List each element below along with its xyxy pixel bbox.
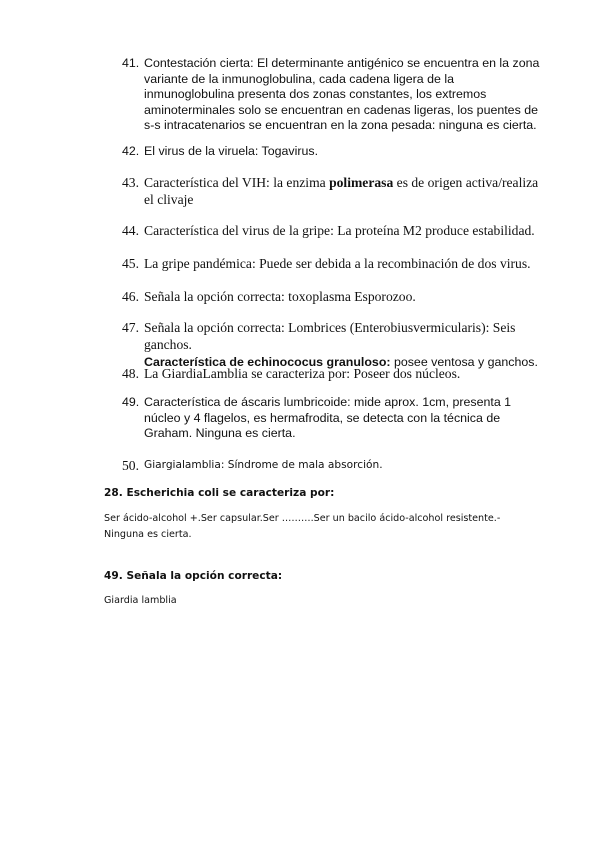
bold-term: Característica de echinococus granuloso: (144, 354, 391, 369)
item-number: 44. (122, 223, 139, 238)
list-item-42 (122, 144, 542, 160)
item-number: 45. (122, 256, 139, 271)
item-text: Característica del virus de la gripe: La proteína M2 produce estabilidad. (144, 223, 535, 238)
question-28-title: 28. Escherichia coli se caracteriza por: (104, 487, 335, 499)
list-item-44 (122, 222, 542, 239)
item-text: Característica de áscaris lumbricoide: mide aprox. 1cm, presenta 1 núcleo y 4 flagelos, es hermafrodita, se detecta con la técnica de Graham. Ninguna es cierta. (144, 395, 512, 441)
list-item-47 (122, 319, 552, 371)
item-number: 50. (122, 458, 139, 473)
list-item-49 (122, 395, 542, 442)
list-item-43 (122, 174, 542, 209)
item-number: 41. (122, 56, 140, 70)
item-number: 42. (122, 144, 140, 158)
question-28-answer: Ser ácido-alcohol +.Ser capsular.Ser ……….Ser un bacilo ácido-alcohol resistente.-Ninguna es cierta. (104, 513, 501, 540)
item-text: Señala la opción correcta: Lombrices (Enterobiusvermicularis): Seis ganchos. Característica de echinococus granuloso: posee ventosa y ganchos. (122, 319, 552, 371)
question-49-title: 49. Señala la opción correcta: (104, 570, 283, 582)
item-text: Característica del VIH: la enzima polimerasa es de origen activa/realiza el clivaje (144, 175, 539, 208)
item-text: La GiardiaLamblia se caracteriza por: Poseer dos núcleos. (144, 366, 461, 381)
item-text: Señala la opción correcta: toxoplasma Esporozoo. (144, 289, 416, 304)
item-text: Giargialamblia: Síndrome de mala absorción. (144, 459, 383, 471)
list-item-46 (122, 288, 542, 305)
list-item-48 (122, 365, 542, 382)
item-number: 47. (122, 320, 139, 335)
item-number: 46. (122, 289, 139, 304)
list-item-50 (122, 457, 542, 474)
item-text: La gripe pandémica: Puede ser debida a la recombinación de dos virus. (144, 256, 531, 271)
item-subline: Característica de echinococus granuloso: posee ventosa y ganchos. (144, 354, 538, 369)
item-text: Contestación cierta: El determinante antigénico se encuentra en la zona variante de la inmunoglobulina, cada cadena ligera de la inmunoglobulina presenta dos zonas constantes, los extremos aminoterminales solo se encuentran en cadenas ligeras, los puentes de s-s intracatenarios se encuentran en la zona pesada: ninguna es cierta. (144, 56, 540, 133)
item-text: El virus de la viruela: Togavirus. (144, 144, 319, 158)
bold-term: polimerasa (329, 175, 394, 190)
item-number: 43. (122, 175, 139, 190)
item-number: 49. (122, 395, 140, 409)
question-49-answer: Giardia lamblia (104, 595, 177, 606)
list-item-41 (122, 56, 542, 134)
item-number: 48. (122, 366, 139, 381)
list-item-45 (122, 255, 542, 272)
